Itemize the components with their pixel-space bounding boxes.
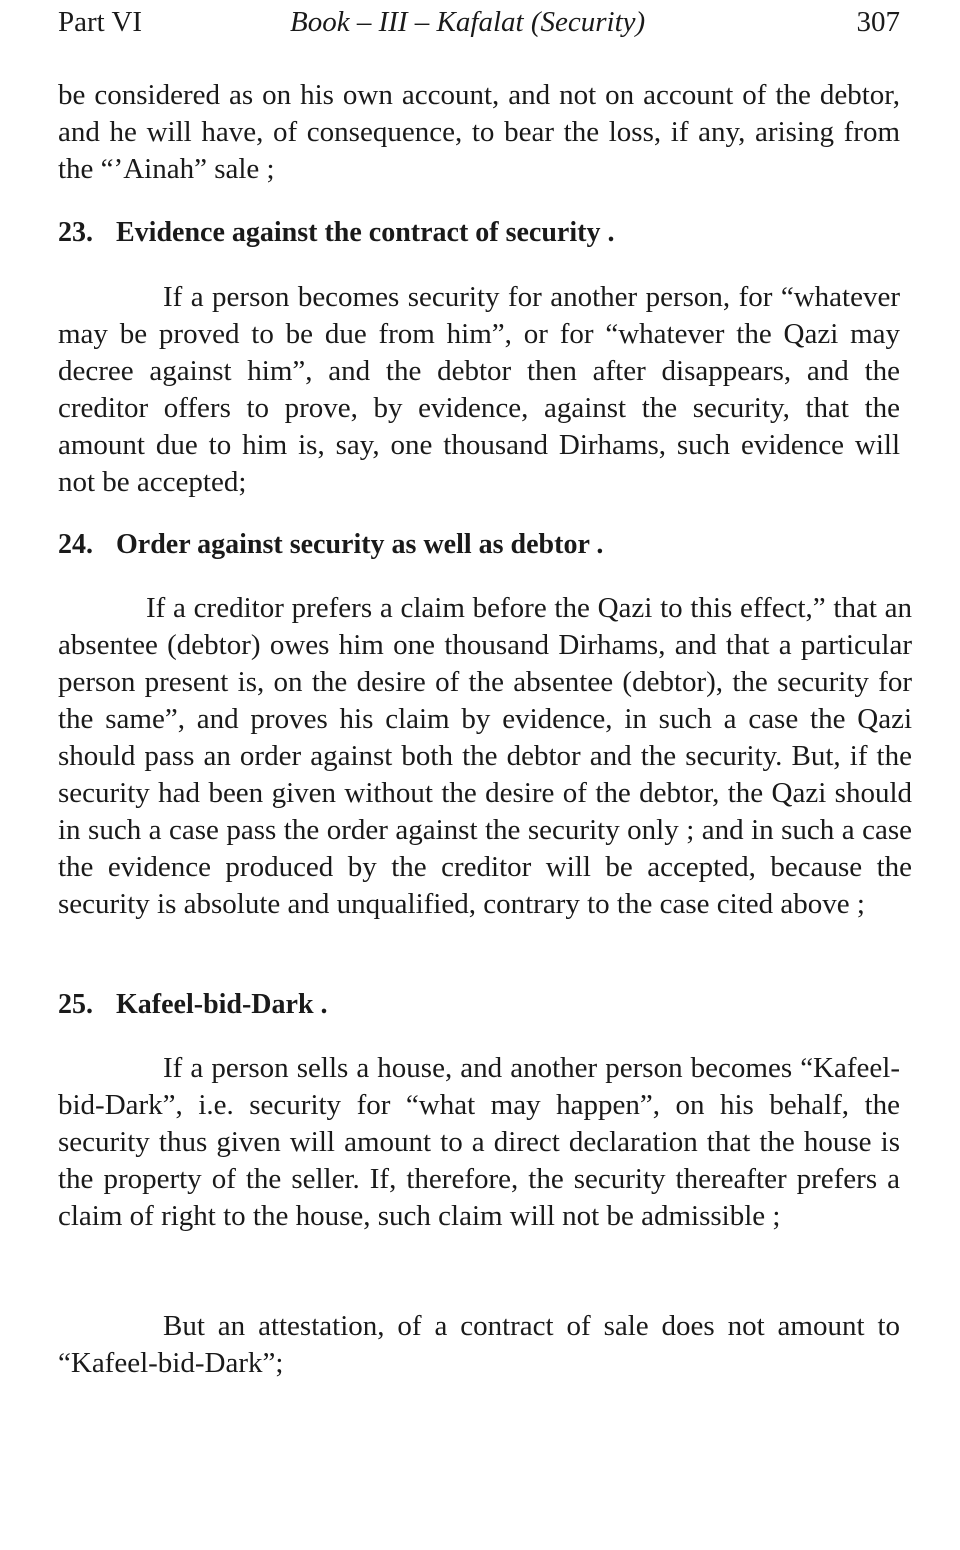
- running-head: [58, 2, 900, 42]
- section-title: Kafeel-bid-Dark .: [116, 989, 328, 1020]
- section-title: Order against security as well as debtor .: [116, 529, 604, 560]
- section-heading-24: [58, 526, 900, 563]
- section-heading-25: [58, 986, 900, 1023]
- paragraph-section-25: If a person sells a house, and another person becomes “Kafeel-bid-Dark”, i.e. security for “what may happen”, on his behalf, the security thus given will amount to a direct declaration that the house is the property of the seller. If, therefore, the security thereafter prefers a claim of right to the house, such claim will not be admissible ;: [58, 1052, 900, 1232]
- section-number: 23.: [58, 217, 93, 248]
- paragraph-section-24: If a creditor prefers a claim before the Qazi to this effect,” that an absentee (debtor) owes him one thousand Dirhams, and that a particular person present is, on the desire of the absentee (debtor), the security for the same”, and proves his claim by evidence, in such a case the Qazi should pass an order against both the debtor and the security. But, if the security had been given without the desire of the debtor, the Qazi should in such a case pass the order against the security only ; and in such a case the evidence produced by the creditor will be accepted, because the security is absolute and unqualified, contrary to the case cited above ;: [58, 592, 912, 920]
- paragraph-intro: be considered as on his own account, and not on account of the debtor, and he will have, of consequence, to bear the loss, if any, arising from the “’Ainah” sale ;: [58, 79, 900, 185]
- book-title: Book – III – Kafalat (Security): [290, 6, 646, 38]
- page-number: 307: [856, 6, 900, 38]
- section-heading-23: [58, 214, 900, 251]
- part-label: Part VI: [58, 6, 143, 38]
- section-number: 25.: [58, 989, 93, 1020]
- section-title: Evidence against the contract of security .: [116, 217, 615, 248]
- paragraph-section-23: If a person becomes security for another person, for “whatever may be proved to be due from him”, or for “whatever the Qazi may decree against him”, and the debtor then after disappears, and the creditor offers to prove, by evidence, against the security, that the amount due to him is, say, one thousand Dirhams, such evidence will not be accepted;: [58, 281, 900, 498]
- paragraph-section-25-continued: But an attestation, of a contract of sale does not amount to “Kafeel-bid-Dark”;: [58, 1310, 900, 1379]
- section-number: 24.: [58, 529, 93, 560]
